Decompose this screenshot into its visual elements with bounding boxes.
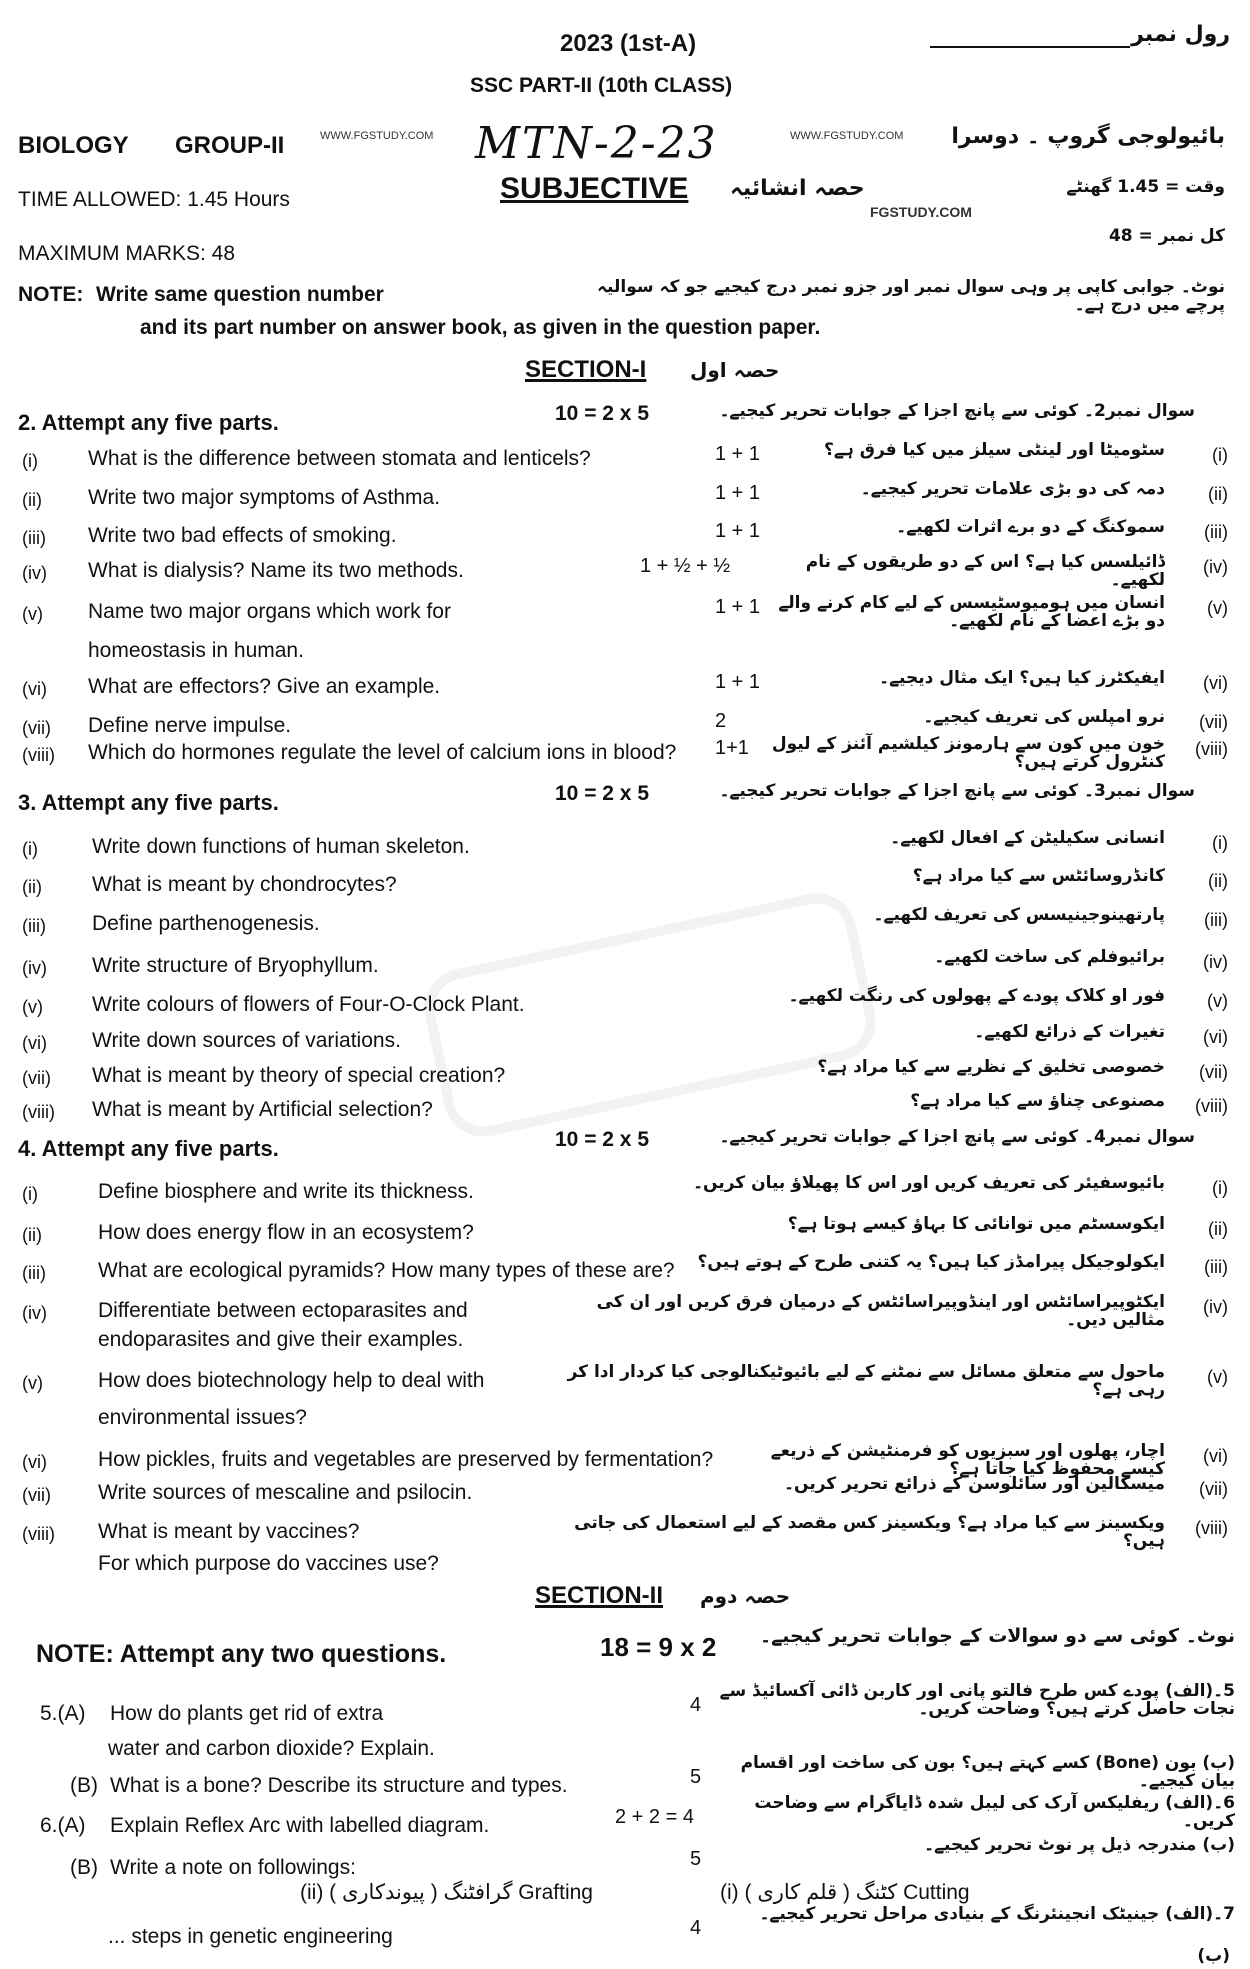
part-number: (vi) <box>22 1452 47 1472</box>
part-number-urdu: (viii) <box>1195 1518 1228 1538</box>
question-text-urdu: 6۔(الف) ریفلیکس آرک کی لیبل شدہ ڈایاگرام سے وضاحت کریں۔ <box>754 1793 1235 1831</box>
note-label: NOTE: <box>18 283 84 306</box>
part-number: (vi) <box>22 1033 47 1053</box>
part-number: (viii) <box>22 1524 55 1544</box>
question-text: How does energy flow in an ecosystem? <box>98 1221 474 1244</box>
part-number: 6.(A) <box>40 1814 86 1837</box>
part-marks: 1 + 1 <box>715 596 761 618</box>
cutting-item: (i) کٹنگ ( قلم کاری ) Cutting <box>720 1881 970 1904</box>
part-number: (vii) <box>22 1068 51 1088</box>
question-text: homeostasis in human. <box>88 639 304 662</box>
part-number: (v) <box>22 1373 43 1393</box>
question-text-urdu: انسانی سکیلیٹن کے افعال لکھیے۔ <box>890 828 1165 848</box>
part-number-urdu: (ii) <box>1208 484 1228 504</box>
paper-type-urdu: حصہ انشائیہ <box>730 176 865 201</box>
question-text: Name two major organs which work for <box>88 600 451 623</box>
part-marks: 1 + 1 <box>715 482 761 504</box>
part-number-urdu: (iv) <box>1203 557 1228 577</box>
section-2-note-urdu: نوٹ۔ کوئی سے دو سوالات کے جوابات تحریر کیجیے۔ <box>759 1625 1235 1647</box>
watermark-text: WWW.FGSTUDY.COM <box>320 130 434 142</box>
part-number: 5.(A) <box>40 1702 86 1725</box>
question-text-urdu: 7۔(الف) جینیٹک انجینئرنگ کے بنیادی مراحل تحریر کیجیے۔ <box>759 1904 1235 1924</box>
question-text: Write colours of flowers of Four-O-Clock Plant. <box>92 993 525 1016</box>
part-number: (iv) <box>22 563 47 583</box>
part-number-urdu: (vi) <box>1203 1446 1228 1466</box>
part-number: (i) <box>22 1184 38 1204</box>
question-text-urdu: 5۔(الف) پودے کس طرح فالتو پانی اور کاربن ڈائی آکسائیڈ سے نجات حاصل کرتے ہیں؟ وضاحت کریں۔ <box>719 1681 1235 1719</box>
question-text: water and carbon dioxide? Explain. <box>108 1737 435 1760</box>
part-number: (viii) <box>22 1102 55 1122</box>
question-text-urdu: تغیرات کے ذرائع لکھیے۔ <box>974 1022 1165 1042</box>
question-marks: 10 = 2 x 5 <box>555 782 649 805</box>
grafting-item: (ii) گرافٹنگ ( پیوندکاری ) Grafting <box>300 1881 593 1904</box>
question-text: environmental issues? <box>98 1406 307 1429</box>
part-number-urdu: (i) <box>1212 833 1228 853</box>
part-number-urdu: (iii) <box>1204 910 1228 930</box>
section-1-title: SECTION-I <box>525 356 647 383</box>
part-number-urdu: (v) <box>1207 1367 1228 1387</box>
question-text-urdu: ایکوسسٹم میں توانائی کا بہاؤ کیسے ہوتا ہے؟ <box>787 1214 1165 1234</box>
question-heading: 2. Attempt any five parts. <box>18 410 279 435</box>
question-text-urdu: خصوصی تخلیق کے نظریے سے کیا مراد ہے؟ <box>817 1057 1165 1077</box>
question-text: Which do hormones regulate the level of calcium ions in blood? <box>88 741 677 764</box>
part-number-urdu: (ii) <box>1208 1219 1228 1239</box>
time-urdu: وقت = 1.45 گھنٹے <box>1066 177 1225 197</box>
question-text: ... steps in genetic engineering <box>108 1925 393 1948</box>
question-text-urdu: ڈائیلسس کیا ہے؟ اس کے دو طریقوں کے نام لکھیے۔ <box>805 552 1165 590</box>
watermark-text: WWW.FGSTUDY.COM <box>790 130 904 142</box>
part-marks: 1+1 <box>715 737 749 759</box>
question-text: What is a bone? Describe its structure and types. <box>110 1774 568 1797</box>
question-text-urdu: پارتھینوجینیسس کی تعریف لکھیے۔ <box>873 905 1165 925</box>
part-marks: 4 <box>690 1694 702 1716</box>
part-number-urdu: (iii) <box>1204 1257 1228 1277</box>
part-number: (viii) <box>22 745 55 765</box>
question-text-urdu: فور او کلاک پودے کے پھولوں کی رنگت لکھیے۔ <box>788 986 1165 1006</box>
part-number: (i) <box>22 451 38 471</box>
question-text-urdu: ایفیکٹرز کیا ہیں؟ ایک مثال دیجیے۔ <box>879 668 1165 688</box>
question-text: Write two major symptoms of Asthma. <box>88 486 441 509</box>
question-text: Write a note on followings: <box>110 1856 356 1879</box>
part-number: (vi) <box>22 679 47 699</box>
note-urdu: نوٹ۔ جوابی کاپی پر وہی سوال نمبر اور جزو نمبر درج کیجیے جو کہ سوالیہ پرچے میں درج ہے۔ <box>597 277 1225 315</box>
question-text-urdu: سموکنگ کے دو برے اثرات لکھیے۔ <box>896 517 1165 537</box>
question-text: What is the difference between stomata and lenticels? <box>88 447 591 470</box>
part-number-urdu: (iv) <box>1203 1297 1228 1317</box>
part-number-urdu: (i) <box>1212 445 1228 465</box>
paper-type: SUBJECTIVE <box>500 172 689 205</box>
note-line-2: and its part number on answer book, as given in the question paper. <box>140 316 821 339</box>
question-text-urdu: نرو امپلس کی تعریف کیجیے۔ <box>923 707 1165 727</box>
question-text: How pickles, fruits and vegetables are preserved by fermentation? <box>98 1448 714 1471</box>
question-text: What is meant by chondrocytes? <box>92 873 397 896</box>
maximum-marks: MAXIMUM MARKS: 48 <box>18 242 236 265</box>
section-1-title-urdu: حصہ اول <box>690 358 780 382</box>
section-2-title: SECTION-II <box>535 1582 664 1609</box>
part-number: (iv) <box>22 958 47 978</box>
part-number: (B) <box>70 1856 98 1879</box>
watermark-text: FGSTUDY.COM <box>870 204 972 220</box>
part-number-urdu: (iii) <box>1204 522 1228 542</box>
class-title: SSC PART-II (10th CLASS) <box>470 74 733 97</box>
question-text: Differentiate between ectoparasites and <box>98 1299 468 1322</box>
question-text-urdu: کانڈروسائٹس سے کیا مراد ہے؟ <box>912 866 1165 886</box>
part-number: (i) <box>22 839 38 859</box>
question-text: How do plants get rid of extra <box>110 1702 384 1725</box>
question-text: What is meant by theory of special creation? <box>92 1064 506 1087</box>
question-text-urdu: ویکسینز سے کیا مراد ہے؟ ویکسینز کس مقصد کے لیے استعمال کی جاتی ہیں؟ <box>574 1513 1165 1551</box>
part-number-urdu: (viii) <box>1195 739 1228 759</box>
part-marks: 4 <box>690 1917 702 1939</box>
question-text-urdu: ایکٹوپیراسائٹس اور اینڈوپیراسائٹس کے درمیان فرق کریں اور ان کی مثالیں دیں۔ <box>596 1292 1165 1330</box>
part-number-urdu: (i) <box>1212 1178 1228 1198</box>
question-text: Write down sources of variations. <box>92 1029 401 1052</box>
part-number: (B) <box>70 1774 98 1797</box>
part-number: (ii) <box>22 877 42 897</box>
part-marks: 1 + ½ + ½ <box>640 555 731 577</box>
part-marks: 1 + 1 <box>715 671 761 693</box>
question-text-urdu: دمہ کی دو بڑی علامات تحریر کیجیے۔ <box>860 479 1165 499</box>
part-number-urdu: (vii) <box>1199 1062 1228 1082</box>
part-number: (vii) <box>22 1485 51 1505</box>
question-text-urdu: مصنوعی چناؤ سے کیا مراد ہے؟ <box>910 1091 1165 1111</box>
question-text-urdu: برائیوفلم کی ساخت لکھیے۔ <box>934 947 1165 967</box>
question-text: Define nerve impulse. <box>88 714 292 737</box>
question-heading-urdu: سوال نمبر4۔ کوئی سے پانچ اجزا کے جوابات تحریر کیجیے۔ <box>719 1127 1195 1147</box>
question-heading-urdu: سوال نمبر2۔ کوئی سے پانچ اجزا کے جوابات تحریر کیجیے۔ <box>719 401 1195 421</box>
roll-number-line <box>930 46 1130 48</box>
part-number: (iii) <box>22 528 46 548</box>
part-number-urdu: (ii) <box>1208 871 1228 891</box>
question-text: For which purpose do vaccines use? <box>98 1552 439 1575</box>
question-text: What are effectors? Give an example. <box>88 675 441 698</box>
part-marks: 1 + 1 <box>715 443 761 465</box>
question-text: Write sources of mescaline and psilocin. <box>98 1481 473 1504</box>
question-text: endoparasites and give their examples. <box>98 1328 464 1351</box>
question-text-urdu: بائیوسفیئر کی تعریف کریں اور اس کا پھیلاؤ بیان کریں۔ <box>693 1173 1165 1193</box>
part-marks: 2 + 2 = 4 <box>615 1806 694 1828</box>
part-number: (iv) <box>22 1303 47 1323</box>
time-allowed: TIME ALLOWED: 1.45 Hours <box>18 188 290 211</box>
section-2-marks: 18 = 9 x 2 <box>600 1632 717 1662</box>
part-number: (v) <box>22 997 43 1017</box>
part-number: (iii) <box>22 916 46 936</box>
question-text-urdu: سٹومیٹا اور لینٹی سیلز میں کیا فرق ہے؟ <box>824 440 1165 460</box>
subject: BIOLOGY <box>18 132 129 159</box>
part-marks: 5 <box>690 1848 702 1870</box>
subject-urdu: بائیولوجی گروپ ۔ دوسرا <box>951 124 1225 149</box>
last-part-urdu: (ب) <box>1197 1946 1230 1966</box>
question-text-urdu: خون میں کون سے ہارمونز کیلشیم آئنز کے لیول کنٹرول کرتے ہیں؟ <box>771 734 1165 772</box>
part-number: (ii) <box>22 490 42 510</box>
part-marks: 1 + 1 <box>715 520 761 542</box>
question-text-urdu: اچار، پھلوں اور سبزیوں کو فرمنٹیشن کے ذریعے کیسے محفوظ کیا جاتا ہے؟ <box>770 1441 1165 1479</box>
question-text: Explain Reflex Arc with labelled diagram. <box>110 1814 490 1837</box>
question-heading-urdu: سوال نمبر3۔ کوئی سے پانچ اجزا کے جوابات تحریر کیجیے۔ <box>719 781 1195 801</box>
question-text: Define parthenogenesis. <box>92 912 320 935</box>
section-2-note: NOTE: Attempt any two questions. <box>36 1640 447 1668</box>
question-text-urdu: انسان میں ہومیوسٹیسس کے لیے کام کرنے والے دو بڑے اعضا کے نام لکھیے۔ <box>778 593 1165 631</box>
question-text: What is meant by vaccines? <box>98 1520 360 1543</box>
part-number-urdu: (vii) <box>1199 712 1228 732</box>
exam-year: 2023 (1st-A) <box>560 30 697 57</box>
note-line-1: Write same question number <box>96 283 384 306</box>
question-heading: 4. Attempt any five parts. <box>18 1136 279 1161</box>
question-text: How does biotechnology help to deal with <box>98 1369 485 1392</box>
question-text: What is meant by Artificial selection? <box>92 1098 433 1121</box>
part-number-urdu: (v) <box>1207 598 1228 618</box>
marks-urdu: کل نمبر = 48 <box>1108 226 1225 246</box>
question-text: Write structure of Bryophyllum. <box>92 954 379 977</box>
section-2-title-urdu: حصہ دوم <box>700 1584 791 1608</box>
part-number-urdu: (vii) <box>1199 1479 1228 1499</box>
part-number-urdu: (vi) <box>1203 673 1228 693</box>
question-text: Define biosphere and write its thickness. <box>98 1180 474 1203</box>
part-number-urdu: (vi) <box>1203 1027 1228 1047</box>
part-number: (iii) <box>22 1263 46 1283</box>
part-number: (v) <box>22 604 43 624</box>
question-text-urdu: (ب) بون (Bone) کسے کہتے ہیں؟ بون کی ساخت اور اقسام بیان کیجیے۔ <box>740 1753 1235 1791</box>
part-number-urdu: (v) <box>1207 991 1228 1011</box>
part-marks: 5 <box>690 1766 702 1788</box>
part-marks: 2 <box>715 710 727 732</box>
part-number-urdu: (viii) <box>1195 1096 1228 1116</box>
question-text-urdu: (ب) مندرجہ ذیل پر نوٹ تحریر کیجیے۔ <box>924 1835 1235 1855</box>
part-number-urdu: (iv) <box>1203 952 1228 972</box>
part-number: (vii) <box>22 718 51 738</box>
question-marks: 10 = 2 x 5 <box>555 1128 649 1151</box>
paper-code: MTN-2-23 <box>475 118 718 169</box>
question-text: Write down functions of human skeleton. <box>92 835 470 858</box>
question-text-urdu: ایکولوجیکل پیرامڈز کیا ہیں؟ یہ کتنی طرح کے ہوتے ہیں؟ <box>697 1252 1165 1272</box>
part-number: (ii) <box>22 1225 42 1245</box>
question-text: What are ecological pyramids? How many types of these are? <box>98 1259 675 1282</box>
roll-number-label: رول نمبر <box>1131 22 1230 47</box>
question-heading: 3. Attempt any five parts. <box>18 790 279 815</box>
question-text-urdu: ماحول سے متعلق مسائل سے نمٹنے کے لیے بائیوٹیکنالوجی کیا کردار ادا کر رہی ہے؟ <box>567 1362 1165 1400</box>
question-text-urdu: میسکالین اور سائلوسن کے ذرائع تحریر کریں۔ <box>784 1474 1165 1494</box>
question-text: Write two bad effects of smoking. <box>88 524 397 547</box>
group: GROUP-II <box>175 132 285 159</box>
question-marks: 10 = 2 x 5 <box>555 402 649 425</box>
question-text: What is dialysis? Name its two methods. <box>88 559 464 582</box>
